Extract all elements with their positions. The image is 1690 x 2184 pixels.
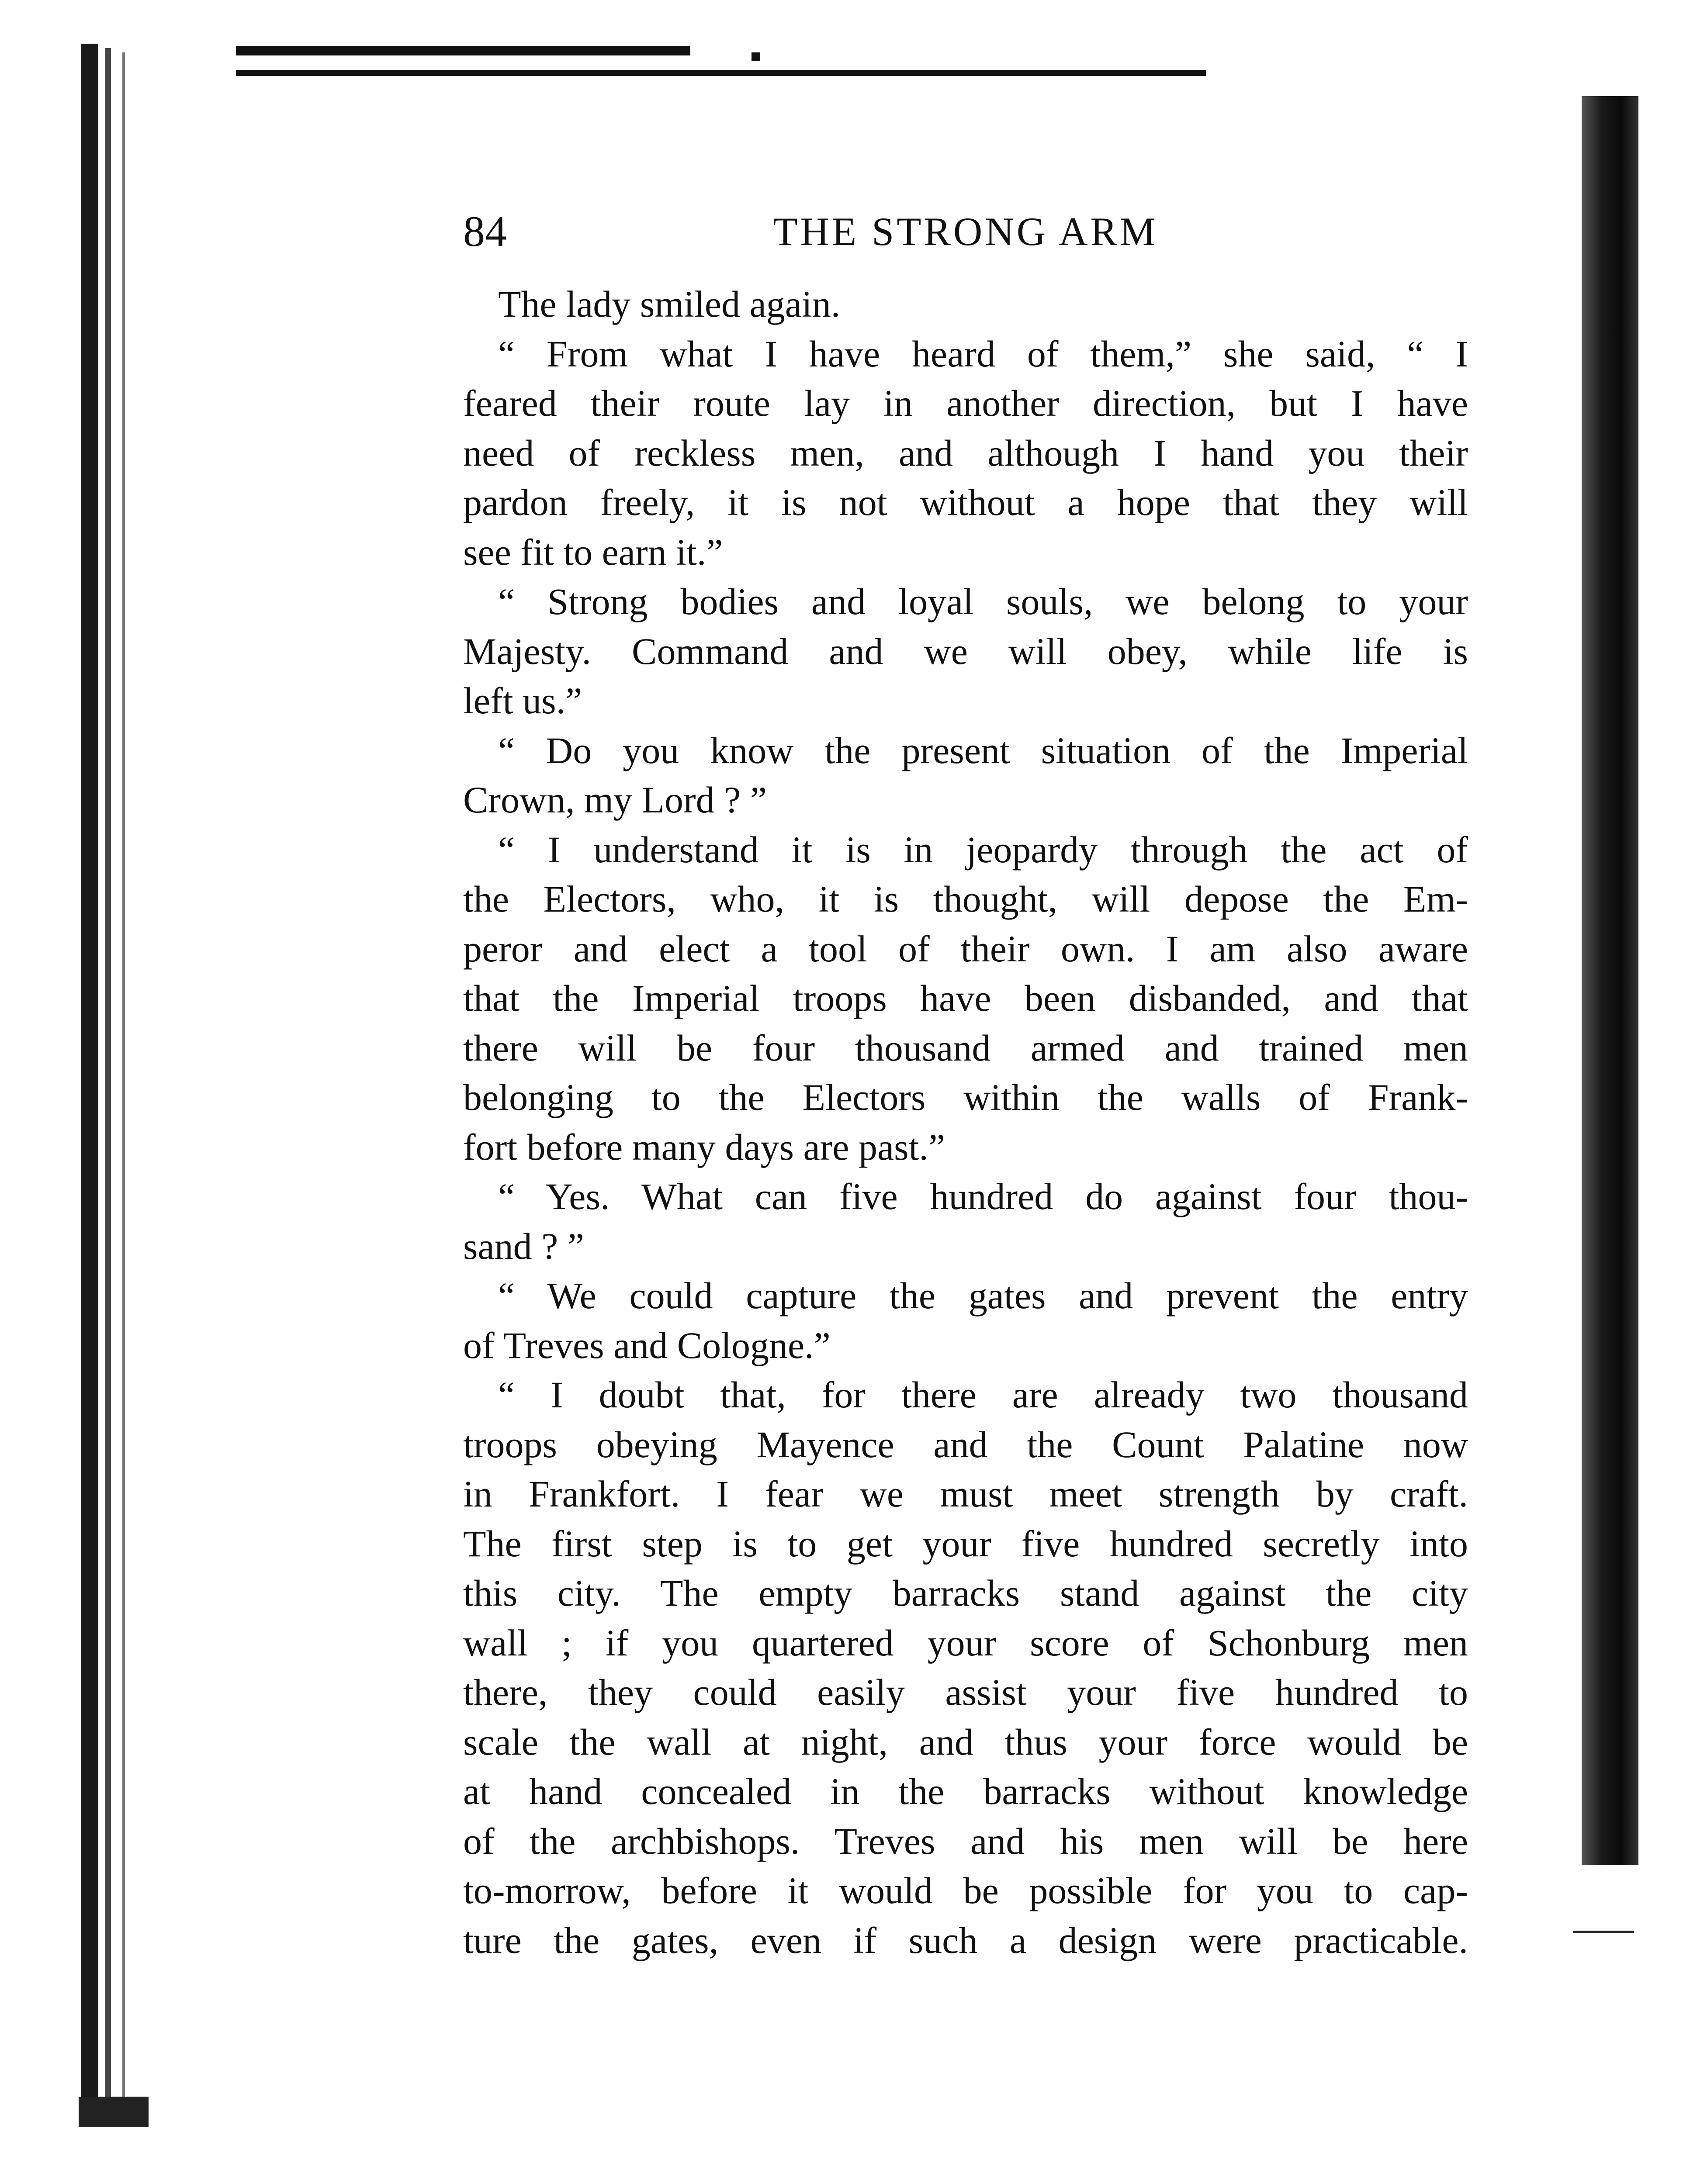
text-line: pardon freely, it is not without a hope that they will: [463, 481, 1468, 523]
text-line: feared their route lay in another direction, but I have: [463, 382, 1468, 424]
text-line: there, they could easily assist your five hundred to: [463, 1671, 1468, 1713]
text-line: of the archbishops. Treves and his men will be here: [463, 1820, 1468, 1862]
right-edge-mark: [1573, 1931, 1634, 1933]
text-line: belonging to the Electors within the walls of Frank-: [463, 1076, 1468, 1118]
text-line: wall ; if you quartered your score of Schonburg men: [463, 1621, 1468, 1664]
text-line: sand ? ”: [463, 1225, 584, 1267]
text-line: see fit to earn it.”: [463, 531, 723, 573]
text-line: peror and elect a tool of their own. I am also aware: [463, 927, 1468, 970]
top-border-rule: [236, 70, 1206, 76]
running-title: THE STRONG ARM: [773, 209, 1158, 254]
text-line: of Treves and Cologne.”: [463, 1324, 831, 1366]
body-text: [463, 280, 1468, 1965]
text-line: The lady smiled again.: [498, 283, 841, 325]
text-line: “ Yes. What can five hundred do against four thou-: [498, 1175, 1468, 1217]
text-line: “ I understand it is in jeopardy through the act of: [498, 828, 1468, 871]
top-border-thick: [236, 46, 690, 55]
text-line: ture the gates, even if such a design were practicable.: [463, 1919, 1468, 1961]
text-line: scale the wall at night, and thus your force would be: [463, 1721, 1468, 1763]
text-line: “ Strong bodies and loyal souls, we belong to your: [498, 581, 1468, 622]
top-border-dot: [751, 52, 760, 61]
left-edge-shadow-faint: [122, 52, 125, 2105]
text-line: “ I doubt that, for there are already two thousand: [498, 1374, 1468, 1416]
text-line: “ From what I have heard of them,” she said, “ I: [498, 332, 1468, 375]
page-number: 84: [463, 207, 507, 256]
text-line: need of reckless men, and although I hand you their: [463, 432, 1468, 474]
text-line: fort before many days are past.”: [463, 1126, 945, 1168]
text-line: troops obeying Mayence and the Count Palatine now: [463, 1423, 1468, 1465]
left-edge-foot: [79, 2097, 149, 2127]
text-line: this city. The empty barracks stand against the city: [463, 1572, 1468, 1614]
text-line: to-morrow, before it would be possible for you to cap-: [463, 1870, 1468, 1911]
text-line: left us.”: [463, 680, 582, 722]
text-line: Majesty. Command and we will obey, while life is: [463, 630, 1468, 672]
text-line: Crown, my Lord ? ”: [463, 779, 767, 821]
text-line: in Frankfort. I fear we must meet strength by craft.: [463, 1473, 1468, 1515]
text-line: The first step is to get your five hundred secretly into: [463, 1522, 1468, 1565]
text-line: there will be four thousand armed and trained men: [463, 1026, 1468, 1069]
text-line: the Electors, who, it is thought, will depose the Em-: [463, 878, 1468, 920]
running-head: [463, 205, 1468, 258]
text-line: at hand concealed in the barracks without knowledge: [463, 1770, 1468, 1812]
text-line: “ We could capture the gates and prevent the entry: [498, 1275, 1468, 1317]
text-line: “ Do you know the present situation of the Imperial: [498, 729, 1468, 771]
right-edge-shadow: [1582, 96, 1638, 1865]
left-edge-shadow-inner: [105, 48, 111, 2127]
text-line: that the Imperial troops have been disbanded, and that: [463, 977, 1468, 1019]
left-edge-shadow: [81, 44, 98, 2127]
